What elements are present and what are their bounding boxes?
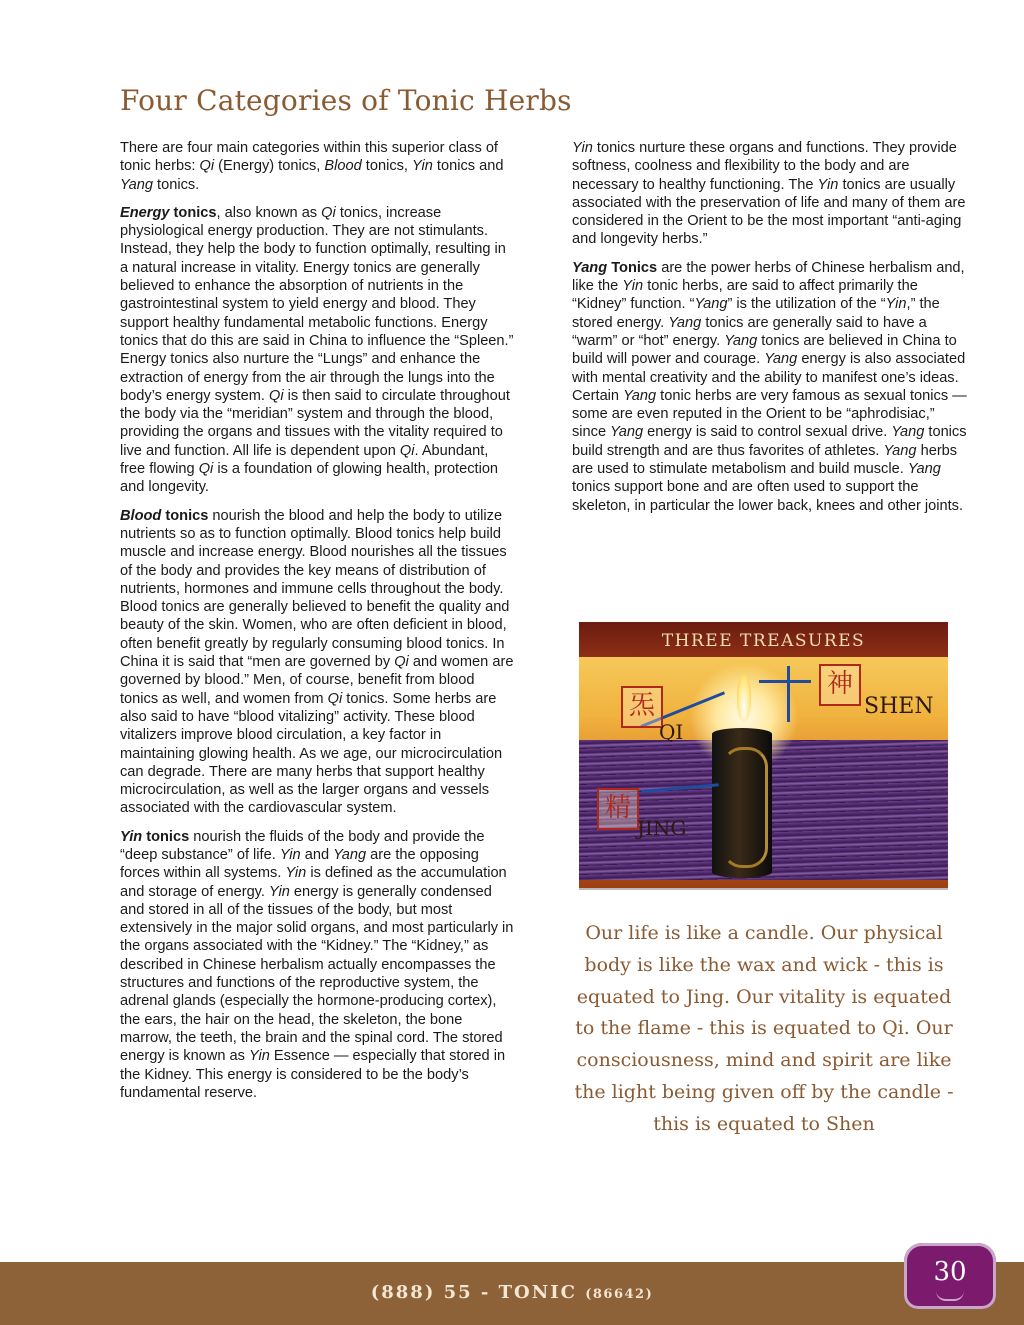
yang-tonics-paragraph: Yang Tonics are the power herbs of Chinese herbalism and, like the Yin tonic herbs, are said to affect primarily the “Kidney” function. “Yang” is the utilization of the “Yin,” the stored energy. Yang tonics are generally said to have a “warm” or “hot” energy. Yang tonics are believed in China to build will power and courage. Yang energy is also associated with mental creativity and the ability to manifest one’s ideas. Certain Yang tonic herbs are very famous as sexual tonics — some are even reputed in the Orient to be “aphrodisiac,” since Yang energy is said to control sexual drive. Yang tonics build strength and are thus favorites of athletes. Yang herbs are used to stimulate metabolism and build muscle. Yang tonics support bone and are often used to support the skeleton, in particular the lower back, knees and other joints. — [572, 259, 967, 514]
right-column — [572, 139, 970, 525]
intro-paragraph: There are four main categories within this superior class of tonic herbs: Qi (Energy) tonics, Blood tonics, Yin tonics and Yang tonics. — [120, 140, 504, 193]
candle-quote: Our life is like a candle. Our physical body is like the wax and wick - this is equated to Jing. Our vitality is equated to the flame - this is equated to Qi. Our consciousness, mind and spirit are like the light being given off by the candle - this is equated to Shen — [574, 922, 954, 1135]
shen-connector-vertical — [787, 666, 790, 722]
shen-connector-line — [759, 680, 811, 683]
candle-flame-icon — [737, 674, 751, 722]
yin-tonics-paragraph: Yin tonics nourish the fluids of the body and provide the “deep substance” of life. Yin and Yang are the opposing forces within all systems. Yin is defined as the accumulation and storage of energy. Yin energy is generally condensed and stored in all of the tissues of the body, but most extensively in the major solid organs, and most particularly in the organs associated with the “Kidney.” The “Kidney,” as described in Chinese herbalism actually encompasses the structures and functions of the reproductive system, the adrenal glands (especially the hormone-producing cortex), the ears, the hair on the head, the skeleton, the bone marrow, the teeth, the brain and the spinal cord. The stored energy is known as Yin Essence — especially that stored in the Kidney. This energy is considered to be the body’s fundamental reserve. — [120, 828, 514, 1101]
jing-label: JING — [637, 816, 687, 840]
footer-phone — [0, 1282, 1024, 1303]
figure-title: THREE TREASURES — [661, 631, 866, 651]
phone-number: (888) 55 - TONIC — [370, 1282, 577, 1303]
dragon-relief-icon — [722, 747, 768, 868]
qi-seal-icon: 炁 — [621, 686, 663, 728]
jing-seal-icon: 精 — [597, 788, 639, 830]
three-treasures-figure — [579, 622, 948, 890]
energy-tonics-paragraph: Energy tonics, also known as Qi tonics, increase physiological energy production. They are not stimulants. Instead, they help the body to function optimally, resulting in a natural increase in vitality. Energy tonics are generally believed to enhance the absorption of nutrients in the gastrointestinal system to yield energy and blood. They support healthy fundamental metabolic functions. Energy tonics that do this are said in China to influence the “Spleen.” Energy tonics also nurture the “Lungs” and enhance the extraction of energy from the air through the lungs into the body’s energy system. Qi is then said to circulate throughout the body via the “meridian” system and through the blood, providing the organs and tissues with the vitality required to live and function. All life is dependent upon Qi. Abundant, free flowing Qi is a foundation of glowing health, protection and longevity. — [120, 204, 514, 496]
blood-tonics-paragraph: Blood tonics nourish the blood and help the body to utilize nutrients so as to function optimally. Blood tonics help build muscle and increase energy. Blood nourishes all the tissues of the body and provides the key means of distribution of nutrients, hormones and immune cells throughout the body. Blood tonics are generally believed to benefit the quality and beauty of the skin. Women, who are often deficient in blood, often benefit greatly by regularly consuming blood tonics. In China it is said that “men are governed by Qi and women are governed by blood.” Men, of course, benefit from blood tonics as well, and women from Qi tonics. Some herbs are also said to have “blood vitalizing” activity. These blood vitalizers improve blood circulation, a key factor in maintaining glowing health. As we age, our microcirculation can degrade. There are many herbs that support healthy microcirculation, as well as the larger organs and vessels associated with the cardiovascular system. — [120, 507, 514, 817]
qi-label: QI — [659, 720, 684, 744]
shen-label: SHEN — [864, 694, 934, 719]
page-number: 30 — [933, 1257, 967, 1287]
figure-title-band — [579, 622, 948, 657]
figure-bottom-rule — [579, 888, 948, 890]
page-title: Four Categories of Tonic Herbs — [120, 84, 572, 117]
phone-extension: (86642) — [585, 1287, 654, 1302]
shen-seal-icon: 神 — [819, 664, 861, 706]
yin-continued-paragraph: Yin tonics nurture these organs and functions. They provide softness, coolness and flexibility to the body and are necessary to healthy functioning. The Yin tonics are usually associated with the preservation of life and many of them are considered in the Orient to be the most important “anti-aging and longevity herbs.” — [572, 140, 966, 248]
left-column — [120, 139, 516, 1112]
scroll-ornament-icon — [936, 1291, 964, 1301]
page-number-badge — [904, 1243, 996, 1309]
footer-bar — [0, 1262, 1024, 1325]
